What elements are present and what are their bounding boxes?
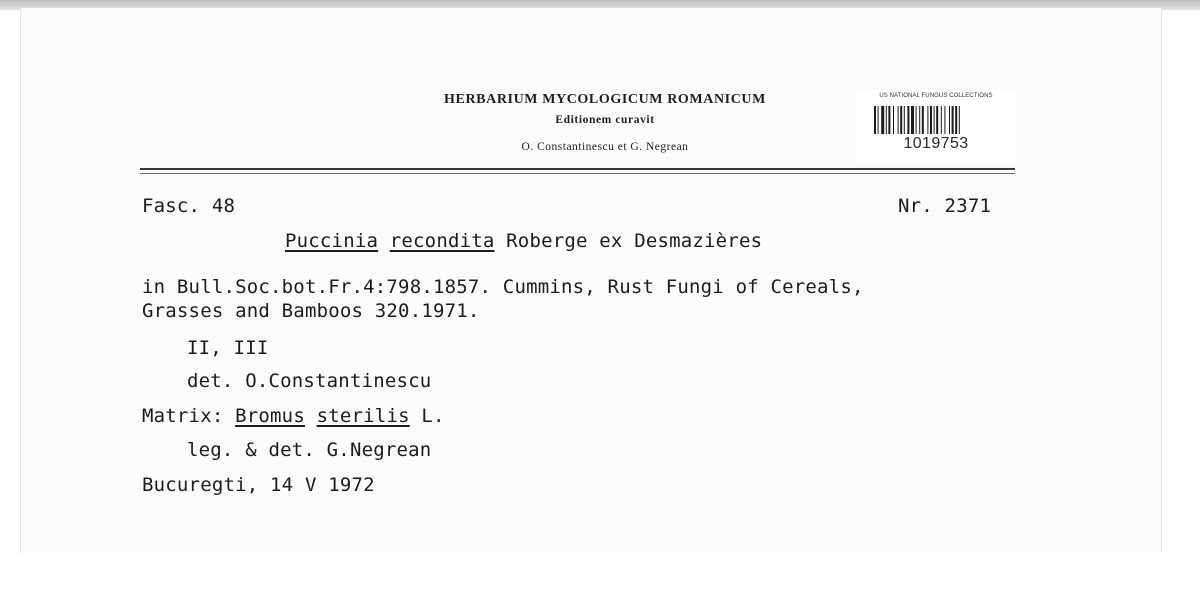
- label-header: [405, 90, 805, 158]
- barcode-caption: US NATIONAL FUNGUS COLLECTIONS: [879, 93, 993, 99]
- host-epithet: sterilis: [316, 405, 410, 427]
- host-genus: Bromus: [235, 405, 305, 427]
- edition-subtitle: Editionem curavit: [555, 114, 655, 126]
- spore-stages: II, III: [187, 337, 269, 359]
- species-genus: Puccinia: [285, 230, 379, 252]
- species-name: [285, 229, 762, 253]
- barcode-number: 1019753: [903, 135, 969, 152]
- locality-date: Bucuregti, 14 V 1972: [142, 474, 375, 496]
- barcode-tag: [856, 90, 1016, 162]
- reference-line-1: in Bull.Soc.bot.Fr.4:798.1857. Cummins, Rust Fungi of Cereals,: [142, 276, 864, 298]
- matrix-prefix: Matrix:: [142, 405, 224, 427]
- reference-line-2: Grasses and Bamboos 320.1971.: [142, 300, 480, 322]
- header-divider-thin: [140, 173, 1015, 174]
- fascicle-number: Fasc. 48: [142, 195, 236, 217]
- scan-bottom-edge: [0, 553, 1200, 590]
- herbarium-title: HERBARIUM MYCOLOGICUM ROMANICUM: [444, 92, 766, 107]
- exsiccata-number: Nr. 2371: [898, 195, 992, 217]
- header-divider: [140, 168, 1015, 170]
- host-authority: L.: [421, 405, 445, 427]
- collector-line: leg. & det. G.Negrean: [187, 439, 432, 461]
- species-authority: Roberge ex Desmazières: [506, 230, 763, 252]
- species-epithet: recondita: [389, 230, 495, 252]
- editor-names: O. Constantinescu et G. Negrean: [521, 141, 689, 153]
- determination: det. O.Constantinescu: [187, 370, 432, 392]
- matrix-line: [142, 404, 445, 428]
- barcode-icon: [874, 106, 998, 134]
